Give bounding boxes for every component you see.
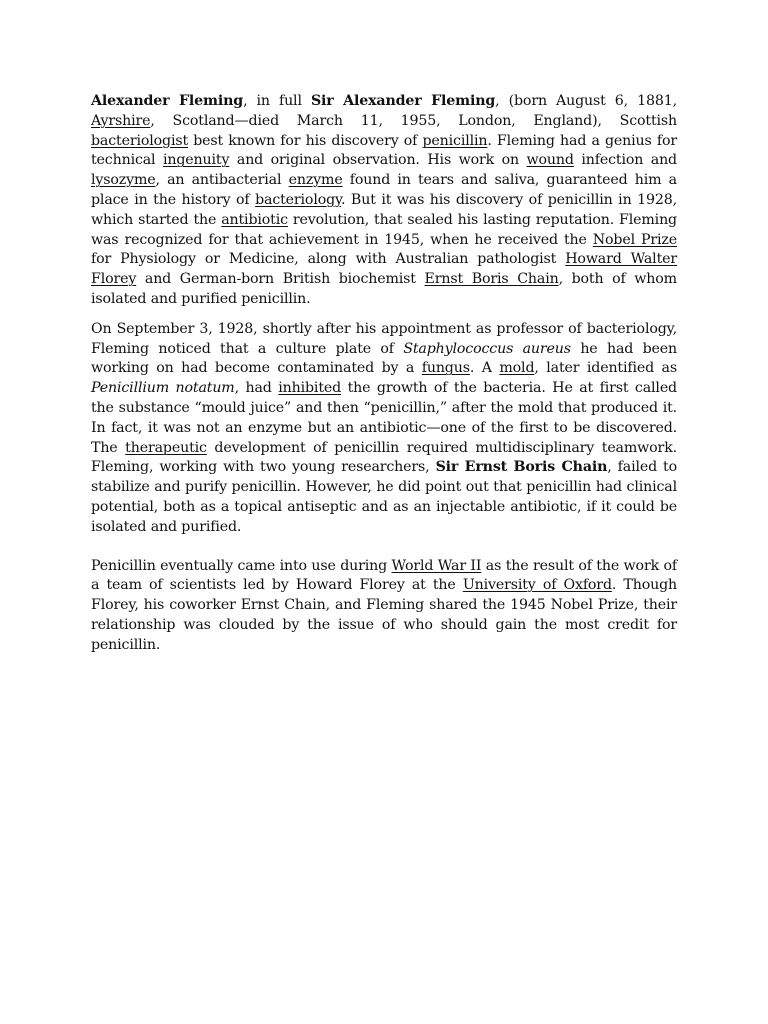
text-run: , both of whom isolated and purified penicillin. — [91, 271, 677, 307]
text-run: development of penicillin required multidisciplinary teamwork. Fleming, working with two young researchers, — [91, 439, 677, 476]
inline-link[interactable]: therapeutic — [125, 439, 207, 456]
inline-link[interactable]: mold — [499, 360, 535, 377]
paragraph-biography — [91, 92, 677, 310]
text-run: , later identified as — [534, 360, 677, 377]
inline-link[interactable]: Ernst Boris Chain — [424, 271, 559, 288]
inline-link[interactable]: inhibited — [278, 380, 342, 397]
inline-link[interactable]: Howard Walter Florey — [91, 251, 677, 288]
text-run: revolution, that sealed his lasting reputation. Fleming was recognized for that achievement in 1945, when he received the — [91, 211, 677, 248]
inline-link[interactable]: penicillin — [422, 132, 488, 149]
text-run: he had been working on had become contaminated by a — [91, 340, 678, 377]
bold-text: Sir Ernst Boris Chain — [435, 459, 608, 476]
text-run: . But it was his discovery of penicillin in 1928, which started the — [91, 191, 677, 228]
inline-link[interactable]: antibiotic — [221, 211, 288, 228]
text-run: On September 3, 1928, shortly after his appointment as professor of bacteriology, Fleming noticed that a culture plate of — [91, 320, 677, 357]
text-run: found in tears and saliva, guaranteed him a place in the history of — [91, 172, 677, 208]
text-run: infection and — [573, 152, 677, 169]
text-run: and German-born British biochemist — [136, 271, 425, 288]
text-run: , in full — [243, 93, 311, 109]
text-run: . Fleming had a genius for technical — [91, 132, 677, 169]
text-run: best known for his discovery of — [188, 132, 423, 149]
paragraph-discovery — [91, 320, 677, 538]
text-run: . Though Florey, his coworker Ernst Chain, and Fleming shared the 1945 Nobel Prize, their relationship was clouded by the issue of who should gain the most credit for penicillin. — [91, 577, 677, 653]
text-run: , an antibacterial — [155, 172, 289, 189]
inline-link[interactable]: ingenuity — [163, 152, 230, 169]
paragraph-wartime-use — [91, 557, 677, 656]
inline-link[interactable]: bacteriologist — [91, 132, 189, 149]
bold-text: Sir Alexander Fleming — [310, 93, 496, 109]
inline-link[interactable]: Nobel Prize — [592, 231, 677, 248]
text-run: , (born August 6, 1881, — [495, 93, 677, 109]
inline-link[interactable]: World War II — [391, 557, 482, 574]
text-run: , Scotland—died March 11, 1955, London, England), Scottish — [150, 112, 677, 129]
inline-link[interactable]: fungus — [421, 360, 470, 377]
inline-link[interactable]: Ayrshire — [91, 112, 151, 129]
document-body — [91, 92, 677, 656]
bold-text: Alexander Fleming — [91, 93, 244, 109]
inline-link[interactable]: lysozyme — [91, 172, 156, 189]
text-run: for Physiology or Medicine, along with Australian pathologist — [91, 251, 566, 268]
text-run: and original observation. His work on — [229, 152, 527, 169]
text-run: , had — [234, 380, 279, 397]
inline-link[interactable]: enzyme — [288, 172, 343, 189]
text-run: as the result of the work of a team of scientists led by Howard Florey at the — [91, 557, 677, 594]
italic-text: Penicillium notatum — [91, 380, 235, 397]
inline-link[interactable]: wound — [526, 152, 574, 169]
italic-text: Staphylococcus aureus — [403, 340, 571, 357]
text-run: Penicillin eventually came into use during — [91, 557, 392, 574]
inline-link[interactable]: University of Oxford — [462, 577, 612, 594]
inline-link[interactable]: bacteriology — [255, 191, 342, 208]
text-run: . A — [469, 360, 500, 377]
text-run: , failed to stabilize and purify penicillin. However, he did point out that penicillin had clinical potential, both as a topical antiseptic and as an injectable antibiotic, if it could be isolated and purified. — [91, 459, 677, 535]
text-run: the growth of the bacteria. He at first called the substance “mould juice” and then “penicillin,” after the mold that produced it. In fact, it was not an enzyme but an antibiotic—one of the first to be discovered. The — [91, 380, 677, 456]
